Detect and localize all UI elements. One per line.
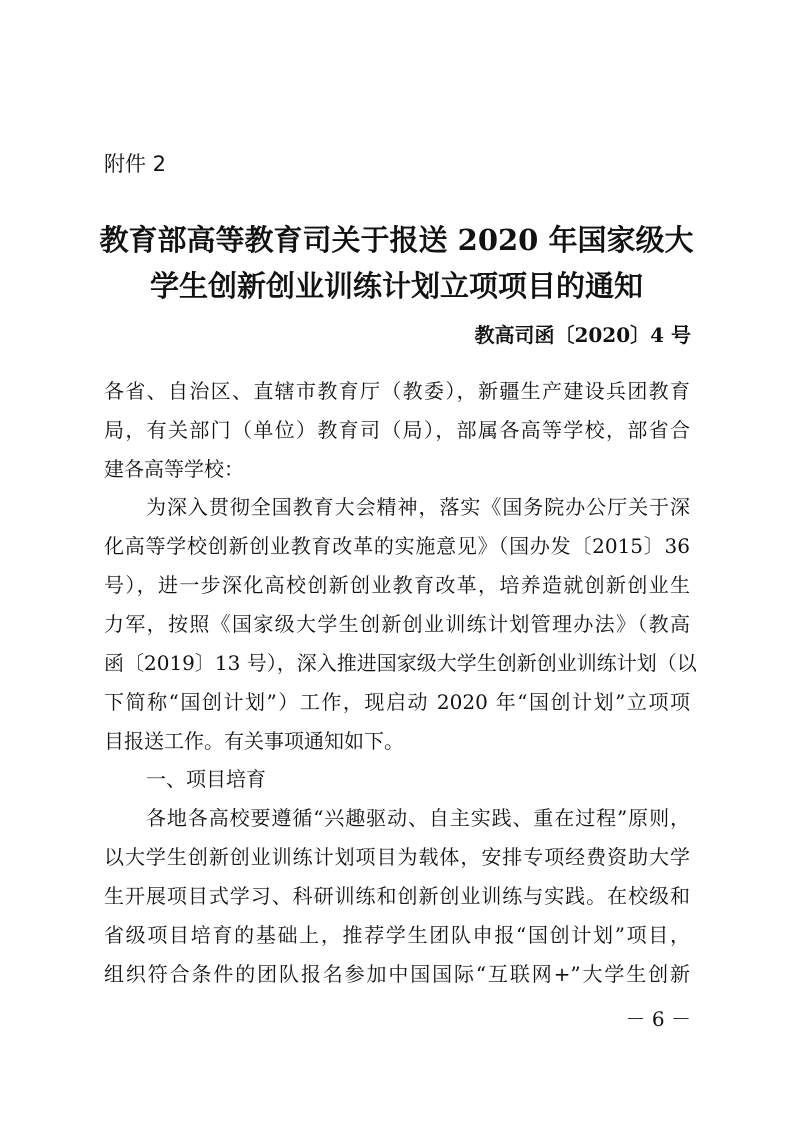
section-heading: 一、项目培育 <box>146 767 266 791</box>
paragraph-line: 各地各高校要遵循“兴趣驱动、自主实践、重在过程”原则， <box>146 806 690 830</box>
paragraph-line: 组织符合条件的团队报名参加中国国际“互联网+”大学生创新 <box>104 962 690 986</box>
document-title-line-2: 学生创新创业训练计划立项项目的通知 <box>149 269 643 303</box>
salutation-line: 各省、自治区、直辖市教育厅（教委），新疆生产建设兵团教育 <box>104 379 690 403</box>
paragraph-line: 省级项目培育的基础上，推荐学生团队申报“国创计划”项目， <box>104 923 690 947</box>
paragraph-line: 号），进一步深化高校创新创业教育改革，培养造就创新创业生 <box>104 573 690 597</box>
paragraph-line: 下简称“国创计划”）工作，现启动 2020 年“国创计划”立项项 <box>104 690 690 714</box>
paragraph-line: 以大学生创新创业训练计划项目为载体，安排专项经费资助大学 <box>104 845 690 869</box>
salutation-line: 局，有关部门（单位）教育司（局），部属各高等学校，部省合 <box>104 418 690 442</box>
salutation-line: 建各高等学校： <box>104 457 244 481</box>
page-number: － 6 － <box>625 1007 691 1031</box>
paragraph-line: 目报送工作。有关事项通知如下。 <box>104 729 404 753</box>
attachment-label: 附件 2 <box>104 152 167 176</box>
document-number: 教高司函〔2020〕4 号 <box>474 323 691 347</box>
document-title-line-1: 教育部高等教育司关于报送 2020 年国家级大 <box>99 223 694 257</box>
paragraph-line: 函〔2019〕13 号），深入推进国家级大学生创新创业训练计划（以 <box>104 651 697 675</box>
paragraph-line: 为深入贯彻全国教育大会精神，落实《国务院办公厅关于深 <box>146 495 690 519</box>
paragraph-line: 生开展项目式学习、科研训练和创新创业训练与实践。在校级和 <box>104 884 690 908</box>
paragraph-line: 化高等学校创新创业教育改革的实施意见》（国办发〔2015〕36 <box>104 534 690 558</box>
paragraph-line: 力军，按照《国家级大学生创新创业训练计划管理办法》（教高 <box>104 612 690 636</box>
